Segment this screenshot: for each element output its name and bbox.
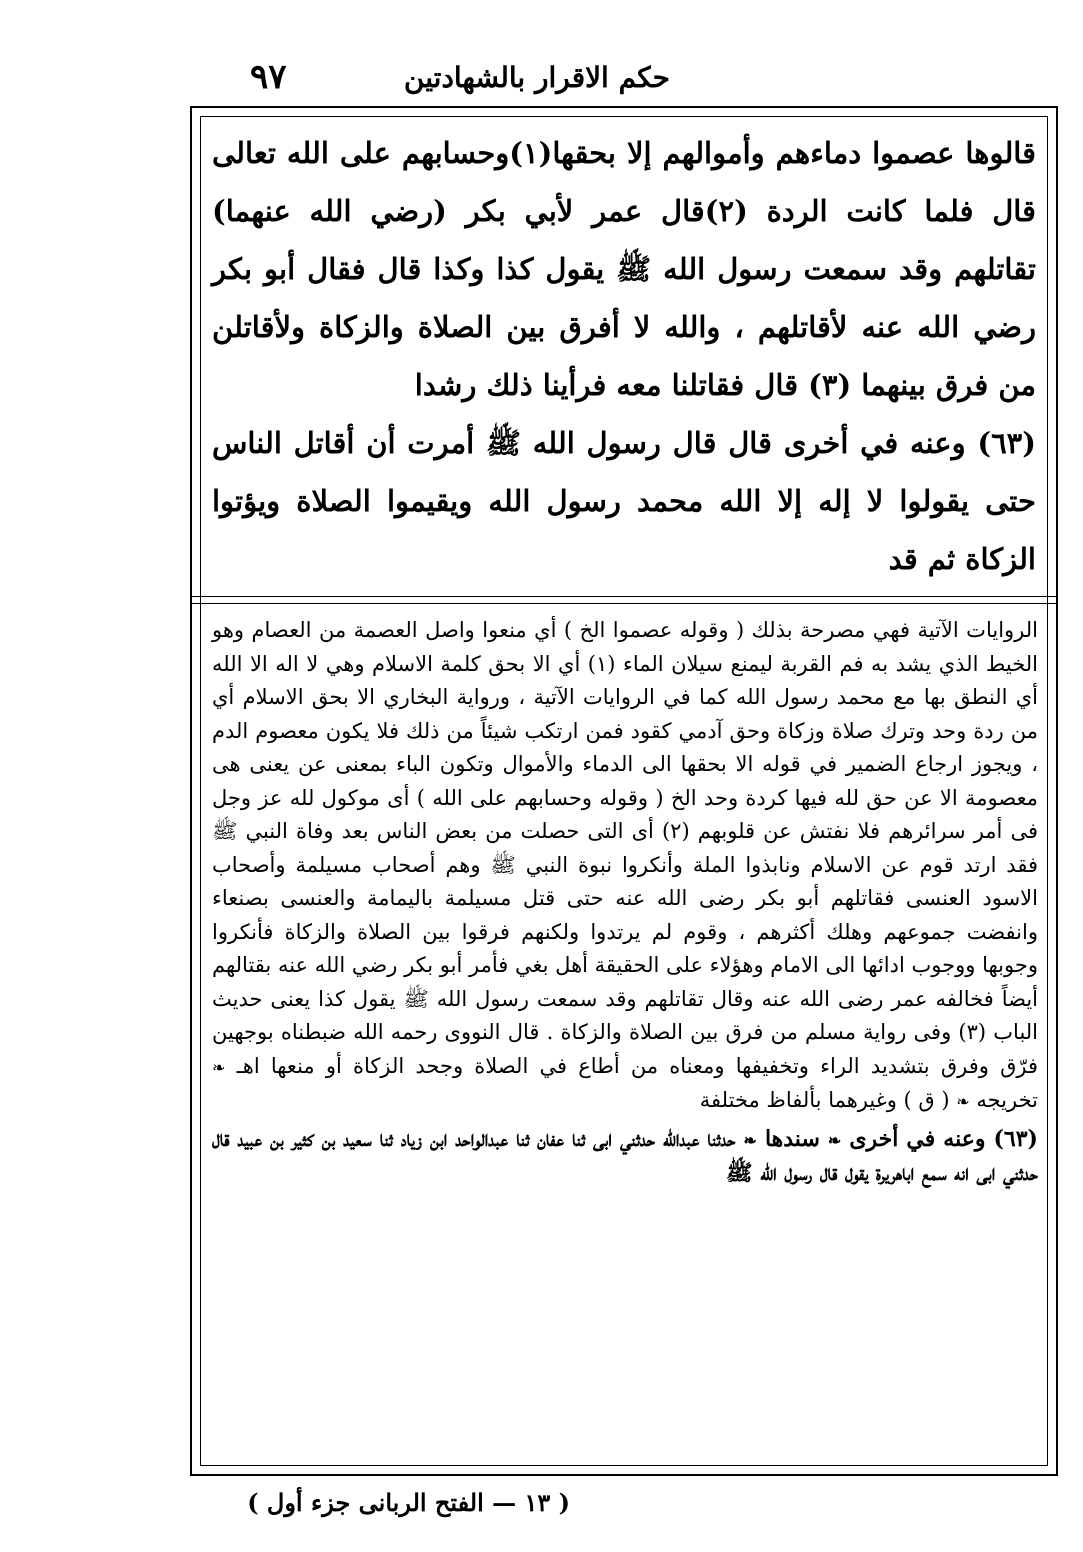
running-title: حكم الاقرار بالشهادتين — [403, 61, 670, 94]
hadith-paragraph-63 — [212, 414, 1036, 588]
hadith-number: (٦٣) — [977, 426, 1036, 460]
page-header — [190, 55, 870, 105]
ornament-icon: ❧ — [743, 1130, 757, 1150]
signature-mark: ( ١٣ — الفتح الربانى جزء أول ) — [247, 1488, 570, 1517]
sanad-label: سندها — [764, 1125, 820, 1152]
ornament-icon: ❧ — [956, 1092, 970, 1111]
commentary — [212, 614, 1038, 1190]
page-number: ٩٧ — [250, 57, 287, 97]
sanad-intro: وعنه في أخرى — [849, 1125, 986, 1152]
takhrij-label: تخريجه — [976, 1088, 1038, 1112]
hadith-body: وعنه في أخرى قال قال رسول الله ﷺ أمرت أن أقاتل الناس حتى يقولوا لا إله إلا الله محمد رسول الله ويقيموا الصلاة ويؤتوا الزكاة ثم قد — [212, 426, 1036, 576]
section-divider — [192, 596, 1056, 604]
ornament-icon: ❧ — [212, 1057, 226, 1077]
commentary-body: الروايات الآتية فهي مصرحة بذلك ( وقوله عصموا الخ ) أي منعوا واصل العصمة من العصام وهو الخيط الذي يشد به فم القربة ليمنع سيلان الماء (١) أي الا بحق كلمة الاسلام وهي لا اله الا الله أي النطق بها مع محمد رسول الله كما في الروايات الآتية ، ورواية البخاري الا بحق الاسلام أي من ردة وحد وترك صلاة وزكاة وحق آدمي كقود فمن ارتكب شيئاً من ذلك فلا يكون معصوم الدم ، ويجوز ارجاع الضمير في قوله الا بحقها الى الدماء والأموال وتكون الباء بمعنى عن يعنى هى معصومة الا عن حق لله فيها كردة وحد الخ ( وقوله وحسابهم على الله ) أى موكول لله عز وجل فى أمر سرائرهم فلا نفتش عن قلوبهم (٢) أى التى حصلت من بعض الناس بعد وفاة النبي ﷺ فقد ارتد قوم عن الاسلام ونابذوا الملة وأنكروا نبوة النبي ﷺ وهم أصحاب مسيلمة وأصحاب الاسود العنسى فقاتلهم أبو بكر رضى الله عنه حتى قتل مسيلمة باليمامة والعنسى بصنعاء وانفضت جموعهم وهلك أكثرهم ، وقوم لم يرتدوا ولكنهم فرقوا بين الصلاة والزكاة فأنكروا وجوبها ووجوب ادائها الى الامام وهؤلاء على الحقيقة أهل بغي فأمر أبو بكر رضي الله عنه بقتالهم أيضاً فخالفه عمر رضى الله عنه وقال تقاتلهم وقد سمعت رسول الله ﷺ يقول كذا يعنى حديث الباب (٣) وفى رواية مسلم من فرق بين الصلاة والزكاة . قال النووى رحمه الله ضبطناه بوجهين فرّق وفرق بتشديد الراء وتخفيفها ومعناه من أطاع في الصلاة وجحد الزكاة أو منعها اهـ — [212, 618, 1039, 1078]
sanad-haddathana: حدثنا — [707, 1125, 736, 1152]
page-frame — [190, 106, 1058, 1476]
hadith-text — [212, 124, 1036, 584]
sanad-paragraph — [212, 1123, 1038, 1190]
commentary-paragraph — [212, 614, 1038, 1119]
sanad-number: (٦٣) — [993, 1125, 1038, 1152]
ornament-icon: ❧ — [827, 1130, 842, 1150]
sanad-text: عبدالله حدثني ابى ثنا عفان ثنا عبدالواحد ابن زياد ثنا سعيد بن كثير بن عبيد قال حدثني ابى انه سمع اباهريرة يقول قال رسول الله ﷺ — [212, 1125, 1038, 1186]
takhrij-text: ( ق ) وغيرهما بألفاظ مختلفة — [699, 1088, 950, 1112]
hadith-paragraph: قالوها عصموا دماءهم وأموالهم إلا بحقها(١)وحسابهم على الله تعالى قال فلما كانت الردة (٢)قال عمر لأبي بكر (رضي الله عنهما) تقاتلهم وقد سمعت رسول الله ﷺ يقول كذا وكذا قال فقال أبو بكر رضي الله عنه لأقاتلهم ، والله لا أفرق بين الصلاة والزكاة ولأقاتلن من فرق بينهما (٣) قال فقاتلنا معه فرأينا ذلك رشدا — [212, 136, 1036, 402]
